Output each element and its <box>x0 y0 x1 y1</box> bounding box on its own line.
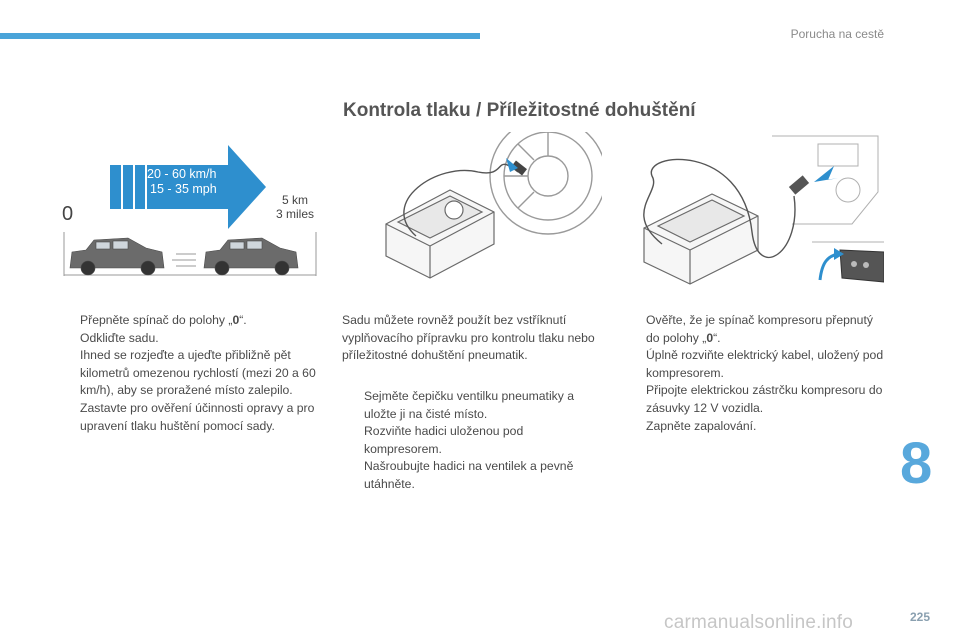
car-icon <box>70 238 164 275</box>
car-icon <box>204 238 298 275</box>
speed-kmh-label: 20 - 60 km/h <box>147 167 217 181</box>
list-item: Rozviňte hadici uloženou pod kompresorem. <box>364 424 524 456</box>
list-item: Zapněte zapalování. <box>646 418 757 433</box>
intro-paragraph: Sadu můžete rovněž použít bez vstříknutí vyplňovacího přípravku pro kontrolu tlaku nebo příležitostné dohuštění pneumatik. <box>342 313 595 363</box>
list-item: Našroubujte hadici na ventilek a pevně utáhněte. <box>364 459 574 491</box>
instructions-column-2 <box>342 388 604 494</box>
instructions-column-3 <box>624 312 886 435</box>
compressor-icon <box>644 194 758 284</box>
list-item: Přepněte spínač do polohy „0“. <box>80 313 247 327</box>
list-item: Ověřte, že je spínač kompresoru přepnutý do polohy „0“. <box>646 313 873 345</box>
header-accent-bar <box>0 33 480 39</box>
list-item: Zastavte pro ověření účinnosti opravy a pro upravení tlaku huštění pomocí sady. <box>80 400 315 433</box>
list-item: Odkliďte sadu. <box>80 330 159 345</box>
start-distance-label: 0 <box>62 203 74 225</box>
compressor-socket-figure <box>622 132 884 304</box>
compressor-tyre-figure <box>358 132 602 284</box>
car-key-icon <box>820 248 884 282</box>
page-heading: Kontrola tlaku / Příležitostné dohuštění <box>343 100 696 121</box>
distance-km-label: 5 km <box>282 193 309 207</box>
list-item: Ihned se rozjeďte a ujeďte přibližně pět kilometrů omezenou rychlostí (mezi 20 a 60 km/h), aby se proražené místo zalepilo. <box>80 348 316 398</box>
instructions-column-2-intro <box>342 312 604 365</box>
speed-mph-label: 15 - 35 mph <box>150 182 217 196</box>
compressor-icon <box>386 190 494 278</box>
list-item: Připojte elektrickou zástrčku kompresoru do zásuvky 12 V vozidla. <box>646 383 883 415</box>
watermark: carmanualsonline.info <box>664 612 854 633</box>
chapter-number: 8 <box>900 431 933 496</box>
direction-arrow-icon <box>228 145 266 229</box>
instructions-column-1 <box>58 312 326 435</box>
list-item: Úplně rozviňte elektrický kabel, uložený pod kompresorem. <box>646 348 884 380</box>
plug-arrow-icon <box>814 166 838 182</box>
page-number: 225 <box>909 610 930 624</box>
list-item: Sejměte čepičku ventilku pneumatiky a uložte ji na čisté místo. <box>364 389 575 421</box>
plug-icon <box>789 175 809 194</box>
speed-distance-figure <box>58 142 320 282</box>
section-title: Porucha na cestě <box>790 27 884 41</box>
distance-miles-label: 3 miles <box>276 207 315 221</box>
